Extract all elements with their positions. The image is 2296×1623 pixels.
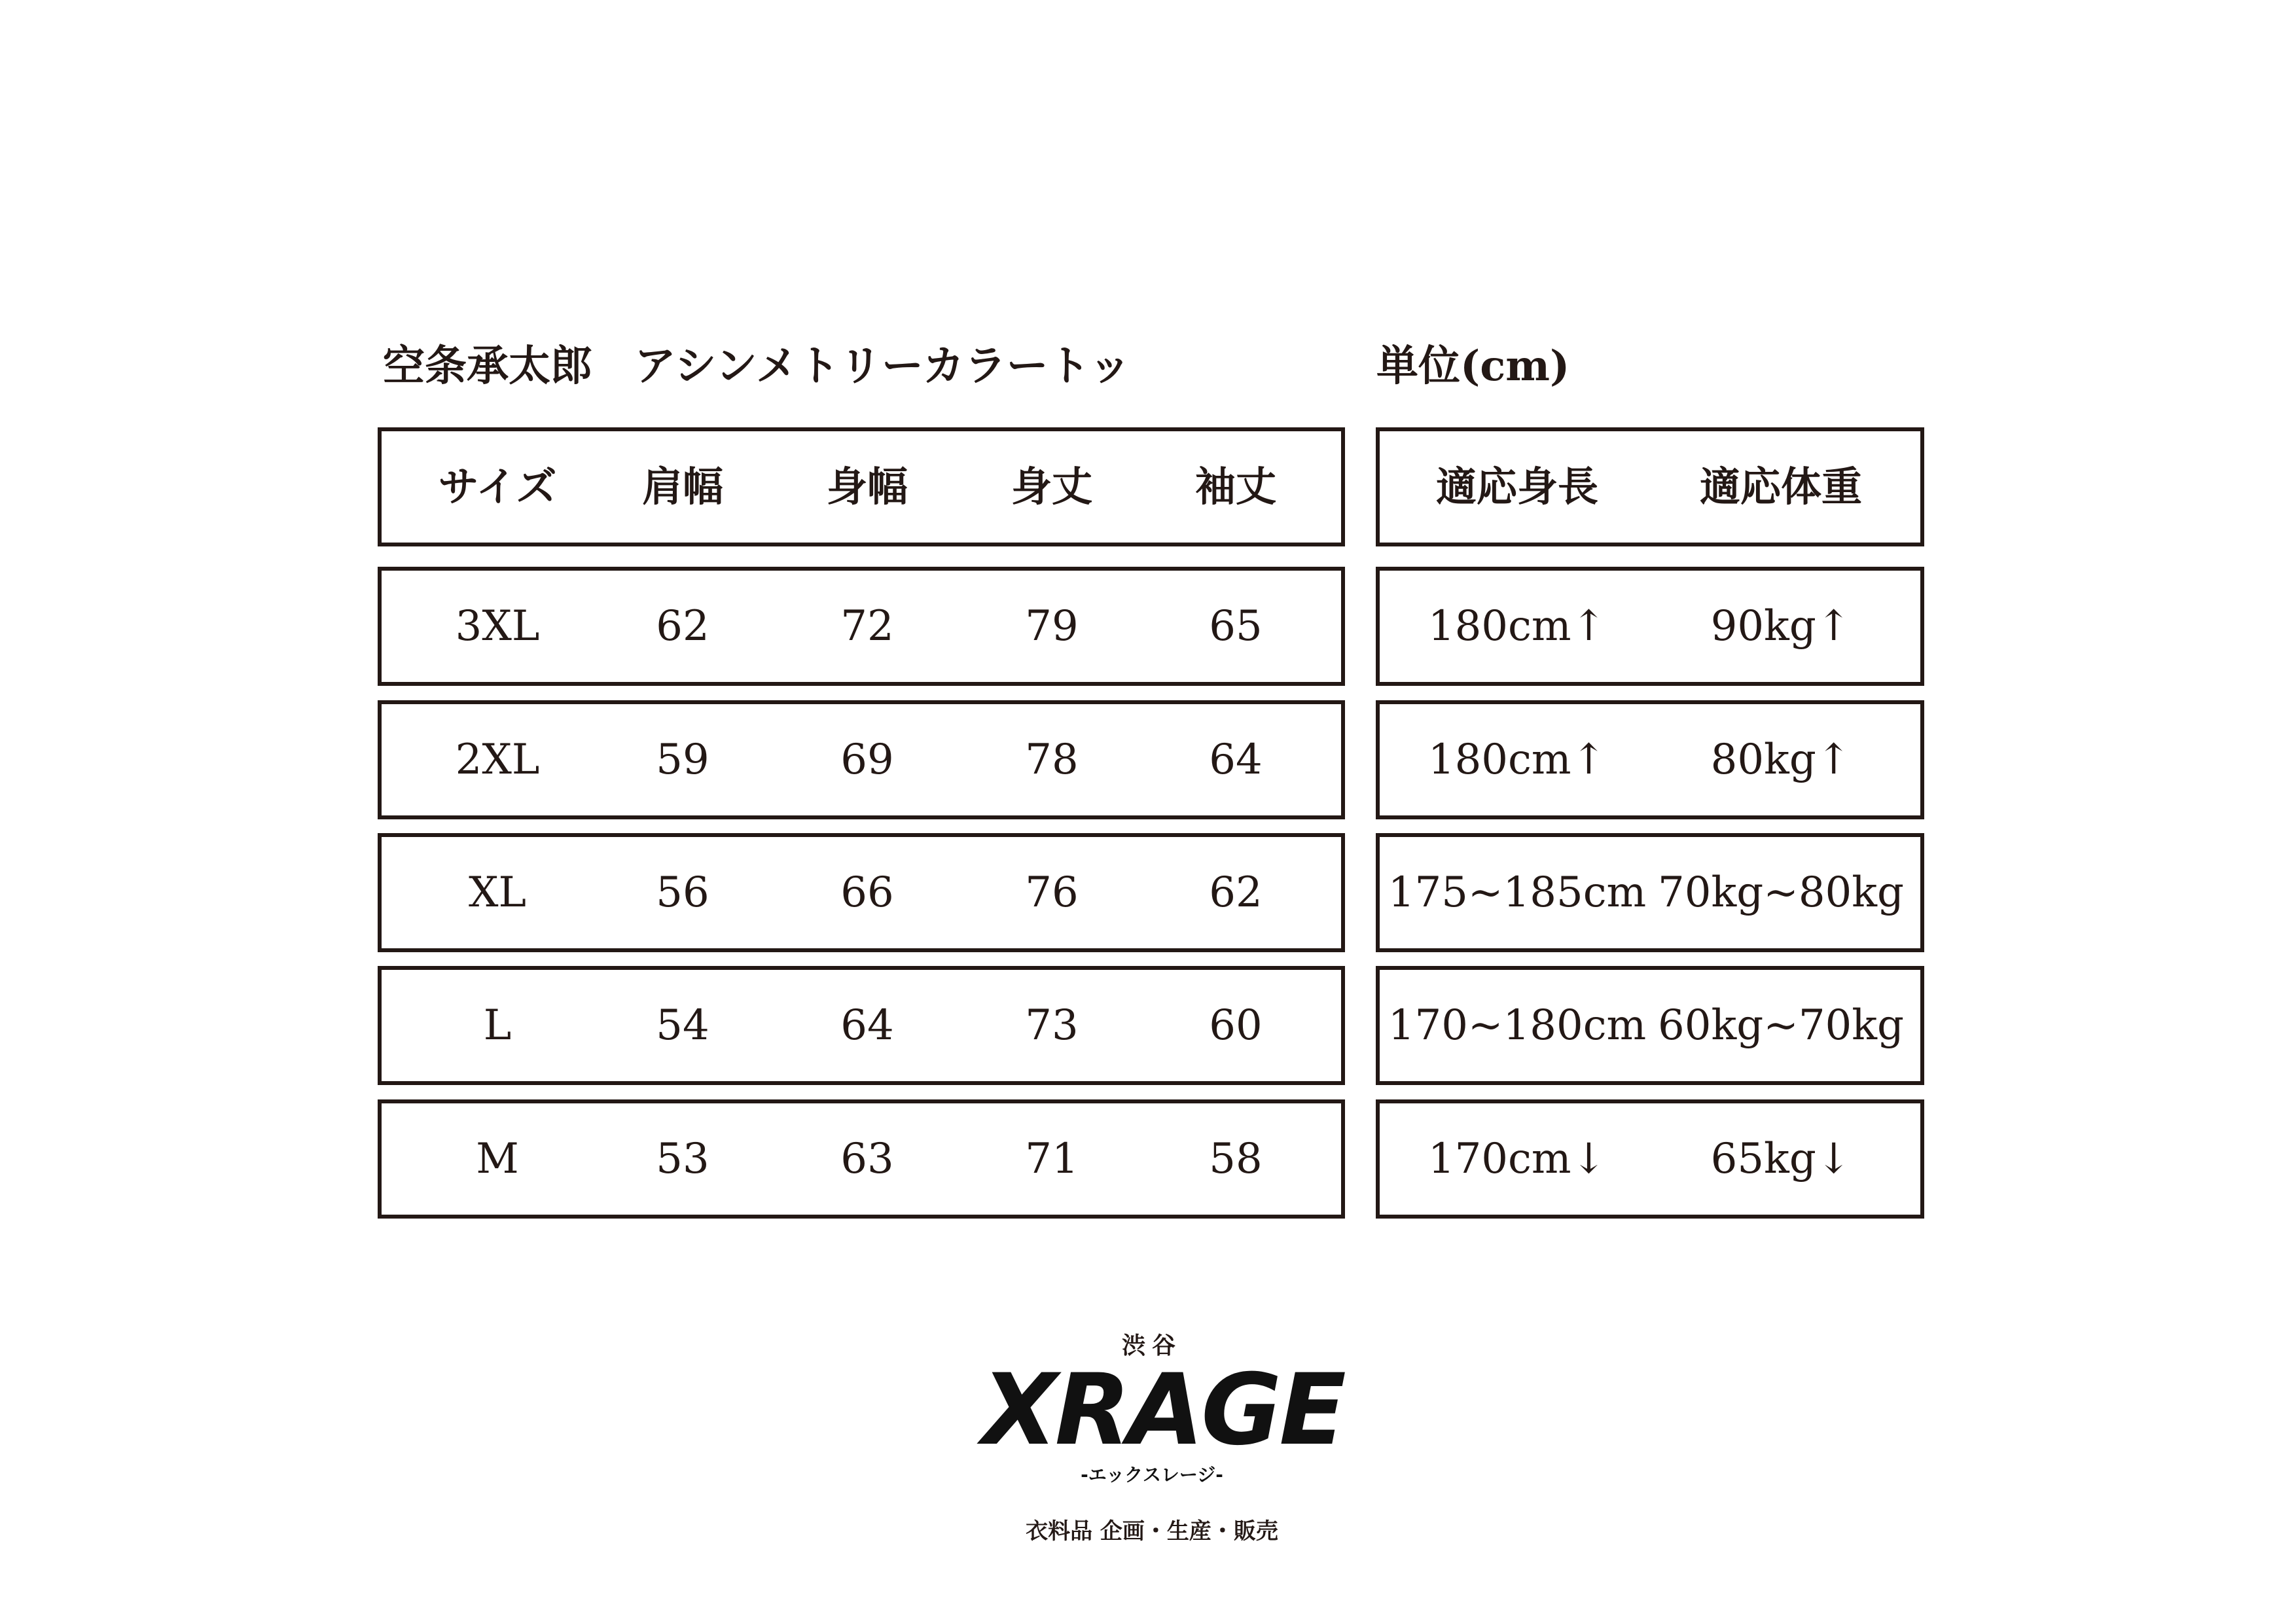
body-width-cell: 72	[840, 602, 894, 651]
header-sleeve-length: 袖丈	[1194, 463, 1276, 510]
header-body-length: 身丈	[1011, 463, 1092, 510]
fit-height-cell: 170~180cm	[1388, 1001, 1647, 1050]
logo-brand-text: XRAGE	[982, 1353, 1344, 1467]
size-row	[378, 833, 1345, 952]
size-cell: XL	[468, 868, 527, 917]
body-width-cell: 69	[840, 736, 894, 784]
size-cell: 2XL	[455, 736, 540, 784]
body-width-cell: 63	[840, 1135, 894, 1183]
fit-row	[1376, 966, 1924, 1085]
fit-row	[1376, 833, 1924, 952]
fit-weight-cell: 90kg↑	[1710, 602, 1852, 651]
fit-height-cell: 170cm↓	[1427, 1135, 1607, 1183]
fit-height-cell: 175~185cm	[1388, 868, 1647, 917]
size-cell: L	[483, 1001, 512, 1050]
header-body-width: 身幅	[826, 463, 908, 510]
sleeve-cell: 60	[1209, 1001, 1263, 1050]
sleeve-cell: 64	[1209, 736, 1263, 784]
body-length-cell: 71	[1025, 1135, 1079, 1183]
page-title: 空条承太郎 アシンメトリーカラートッ	[383, 342, 1131, 391]
fit-row	[1376, 567, 1924, 686]
size-row	[378, 1099, 1345, 1219]
size-cell: 3XL	[455, 602, 540, 651]
sleeve-cell: 58	[1209, 1135, 1263, 1183]
sleeve-cell: 65	[1209, 602, 1263, 651]
logo-location-text: 渋谷	[1121, 1332, 1182, 1359]
shoulder-cell: 59	[656, 736, 709, 784]
shoulder-cell: 54	[656, 1001, 709, 1050]
fit-weight-cell: 65kg↓	[1710, 1135, 1852, 1183]
logo-kana-text: -エックスレージ-	[1081, 1464, 1223, 1486]
brand-logo	[982, 1315, 1344, 1544]
fit-weight-cell: 70kg~80kg	[1658, 868, 1904, 917]
logo-tagline: 衣料品 企画・生産・販売	[1026, 1518, 1278, 1544]
fit-table-header	[1376, 427, 1924, 546]
shoulder-cell: 56	[656, 868, 709, 917]
body-width-cell: 66	[840, 868, 894, 917]
size-cell: M	[476, 1135, 519, 1183]
unit-label: 単位(cm)	[1376, 342, 1570, 391]
fit-height-cell: 180cm↑	[1427, 602, 1607, 651]
header-fit-height: 適応身長	[1435, 463, 1598, 510]
fit-weight-cell: 80kg↑	[1710, 736, 1852, 784]
size-row	[378, 966, 1345, 1085]
header-size: サイズ	[438, 463, 557, 510]
shoulder-cell: 53	[656, 1135, 709, 1183]
fit-height-cell: 180cm↑	[1427, 736, 1607, 784]
body-length-cell: 76	[1025, 868, 1079, 917]
shoulder-cell: 62	[656, 602, 709, 651]
body-width-cell: 64	[840, 1001, 894, 1050]
body-length-cell: 79	[1025, 602, 1079, 651]
size-row	[378, 567, 1345, 686]
size-row	[378, 700, 1345, 819]
header-shoulder-width: 肩幅	[641, 463, 723, 510]
body-length-cell: 78	[1025, 736, 1079, 784]
fit-weight-cell: 60kg~70kg	[1658, 1001, 1904, 1050]
header-fit-weight: 適応体重	[1699, 463, 1862, 510]
fit-row	[1376, 700, 1924, 819]
fit-row	[1376, 1099, 1924, 1219]
sleeve-cell: 62	[1209, 868, 1263, 917]
size-table-header	[378, 427, 1345, 546]
body-length-cell: 73	[1025, 1001, 1079, 1050]
